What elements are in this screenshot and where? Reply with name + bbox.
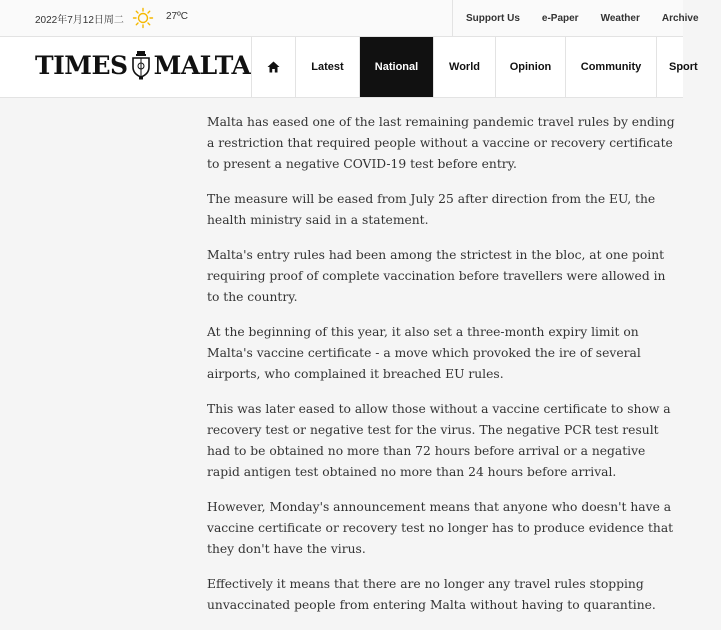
top-bar: [0, 0, 699, 37]
nav-community[interactable]: Community: [565, 37, 656, 97]
article-paragraph: Effectively it means that there are no longer any travel rules stopping unvaccinated people from entering Malta without having to quarantine.: [207, 577, 656, 612]
logo-text-right: MALTA: [153, 50, 251, 80]
nav-national[interactable]: National: [359, 37, 433, 97]
nav-sport[interactable]: Sport: [656, 37, 683, 97]
nav-latest[interactable]: Latest: [295, 37, 359, 97]
weather-link[interactable]: Weather: [600, 12, 640, 24]
article-paragraph: However, Monday's announcement means that anyone who doesn't have a vaccine certificate or recovery test no longer has to produce evidence that they don't have the virus.: [207, 500, 674, 556]
article-paragraph: Malta's entry rules had been among the strictest in the bloc, at one point requiring proof of complete vaccination before travellers were allowed in to the country.: [207, 248, 666, 304]
site-logo[interactable]: [35, 50, 250, 80]
logo-text-left: TIMES: [35, 50, 128, 80]
article-paragraph: At the beginning of this year, it also set a three-month expiry limit on Malta's vaccine certificate - a move which provoked the ire of several airports, who complained it breached EU rules.: [207, 325, 641, 381]
article-paragraph: Malta has eased one of the last remaining pandemic travel rules by ending a restriction that required people without a vaccine or recovery certificate to present a negative COVID-19 test before entry.: [207, 115, 675, 171]
home-icon: [267, 61, 280, 73]
article-paragraph: The measure will be eased from July 25 after direction from the EU, the health ministry said in a statement.: [207, 192, 656, 227]
article-body: [207, 112, 677, 630]
support-us-link[interactable]: Support Us: [466, 12, 520, 24]
top-links: [452, 0, 721, 36]
nav-menu: [251, 37, 698, 97]
current-date: 2022年7月12日周二: [35, 15, 124, 26]
epaper-link[interactable]: e-Paper: [541, 12, 579, 24]
article-paragraph: This was later eased to allow those without a vaccine certificate to show a recovery test or negative test for the virus. The negative PCR test result had to be obtained no more than 72 hours before arrival or a negative rapid antigen test obtained no more than 24 hours before arrival.: [207, 402, 671, 479]
crest-icon: [130, 50, 152, 80]
nav-opinion[interactable]: Opinion: [495, 37, 565, 97]
temperature: 27ºC: [166, 11, 188, 22]
sun-icon: [132, 7, 154, 29]
nav-home[interactable]: [251, 37, 295, 97]
nav-world[interactable]: World: [433, 37, 495, 97]
archive-link[interactable]: Archive: [661, 12, 699, 24]
